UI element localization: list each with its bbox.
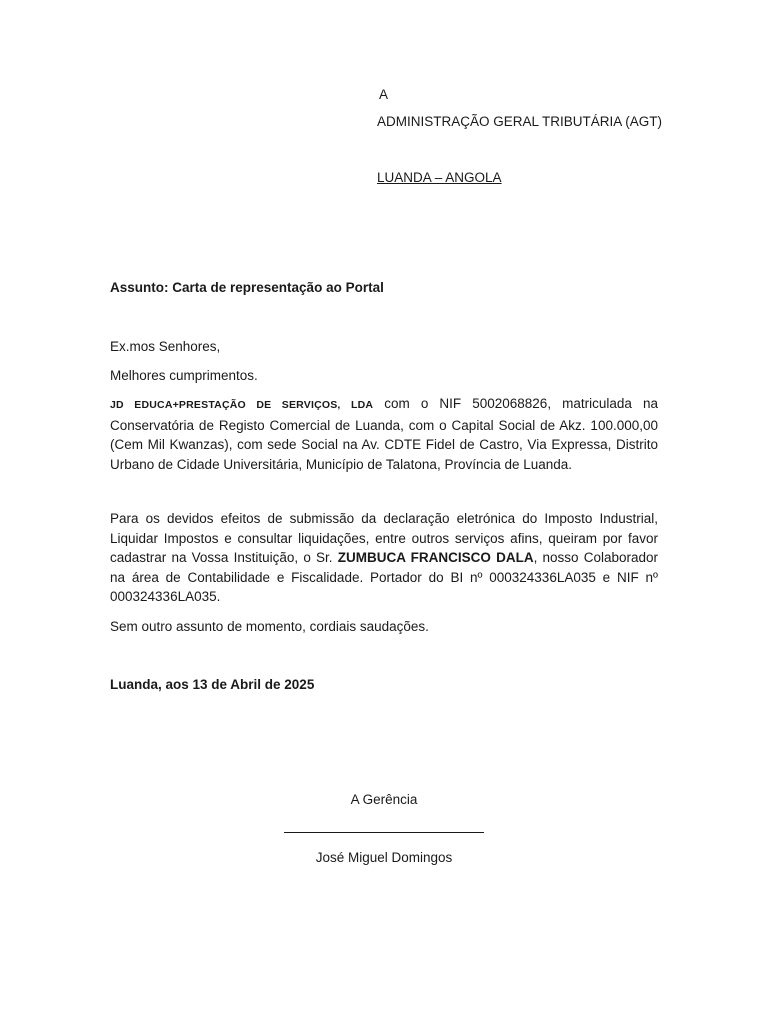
recipient-line-a: A [379,87,389,102]
letter-subject: Assunto: Carta de representação ao Portal [110,280,384,295]
paragraph-company [110,394,658,474]
letter-salutation: Melhores cumprimentos. [110,368,258,383]
signature-title: A Gerência [350,792,418,807]
company-details: com o NIF 5002068826, matriculada na Conservatória de Registo Comercial de Luanda, com o Capital Social de Akz. 100.000,00 (Cem Mil Kwanzas), com sede Social na Av. CDTE Fidel de Castro, Via Expressa, Distrito Urbano de Cidade Universitária, Município de Talatona, Província de Luanda. [110,396,659,472]
company-name: JD EDUCA+PRESTAÇÃO DE SERVIÇOS, LDA [110,399,374,411]
letter-date: Luanda, aos 13 de Abril de 2025 [110,677,315,692]
signature-line [284,832,484,833]
recipient-location: LUANDA – ANGOLA [377,170,502,185]
letter-closing: Sem outro assunto de momento, cordiais saudações. [110,619,429,634]
request-text-after: , nosso Colaborador na área de Contabilidade e Fiscalidade. Portador do BI nº 000324336LA035 e NIF nº 000324336LA035. [110,550,659,604]
recipient-institution: ADMINISTRAÇÃO GERAL TRIBUTÁRIA (AGT) [377,114,663,129]
request-text-before: Para os devidos efeitos de submissão da declaração eletrónica do Imposto Industrial, Liquidar Impostos e consultar liquidações, entre outros serviços afins, queiram por favor cadastrar na Vossa Instituição, o Sr. [110,511,658,565]
representative-name: ZUMBUCA FRANCISCO DALA [337,550,534,565]
signature-name: José Miguel Domingos [315,850,453,865]
letter-greeting: Ex.mos Senhores, [110,339,221,354]
paragraph-request [110,509,658,607]
